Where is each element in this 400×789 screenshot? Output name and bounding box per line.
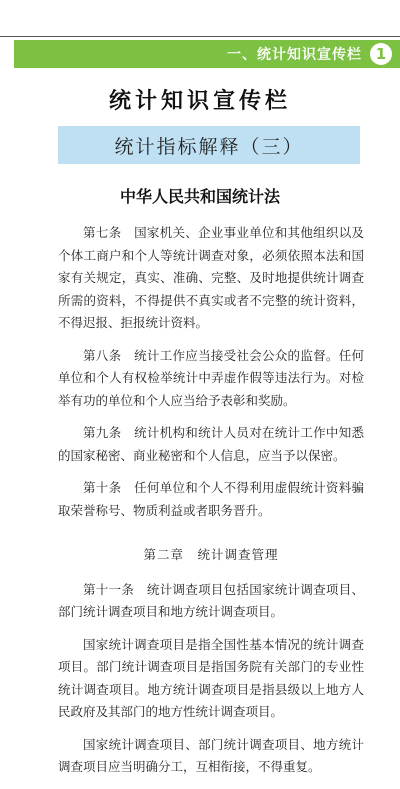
section-number-badge: 1 (370, 43, 392, 65)
article-paragraph: 第七条 国家机关、企业事业单位和其他组织以及个体工商户和个人等统计调查对象，必须依照本法和国家有关规定，真实、准确、完整、及时地提供统计调查所需的资料，不得提供不真实或者不完整的统计资料，不得迟报、拒报统计资料。 (58, 225, 364, 330)
article-paragraph: 国家统计调查项目、部门统计调查项目、地方统计调查项目应当明确分工，互相衔接，不得重复。 (58, 736, 364, 774)
article-paragraph: 国家统计调查项目是指全国性基本情况的统计调查项目。部门统计调查项目是指国务院有关部门的专业性统计调查项目。地方统计调查项目是指县级以上地方人民政府及其部门的地方性统计调查项目。 (58, 636, 364, 719)
article-paragraph: 第九条 统计机构和统计人员对在统计工作中知悉的国家秘密、商业秘密和个人信息，应当予以保密。 (58, 425, 364, 463)
article-body (58, 222, 364, 789)
chapter-heading: 第二章 统计调查管理 (143, 547, 279, 562)
subtitle-box (58, 126, 360, 164)
section-header-label: 一、统计知识宣传栏 (227, 47, 362, 63)
article-paragraph: 第十一条 统计调查项目包括国家统计调查项目、部门统计调查项目和地方统计调查项目。 (58, 581, 364, 619)
article-paragraph: 第十条 任何单位和个人不得利用虚假统计资料骗取荣誉称号、物质利益或者职务晋升。 (58, 480, 364, 518)
law-title: 中华人民共和国统计法 (119, 187, 280, 206)
subtitle: 统计指标解释（三） (114, 135, 304, 158)
article-paragraph: 第八条 统计工作应当接受社会公众的监督。任何单位和个人有权检举统计中弄虚作假等违法行为。对检举有功的单位和个人应当给予表彰和奖励。 (58, 347, 364, 408)
top-rule (0, 36, 400, 37)
page-title: 统计知识宣传栏 (108, 89, 291, 114)
section-header-band (14, 40, 400, 68)
